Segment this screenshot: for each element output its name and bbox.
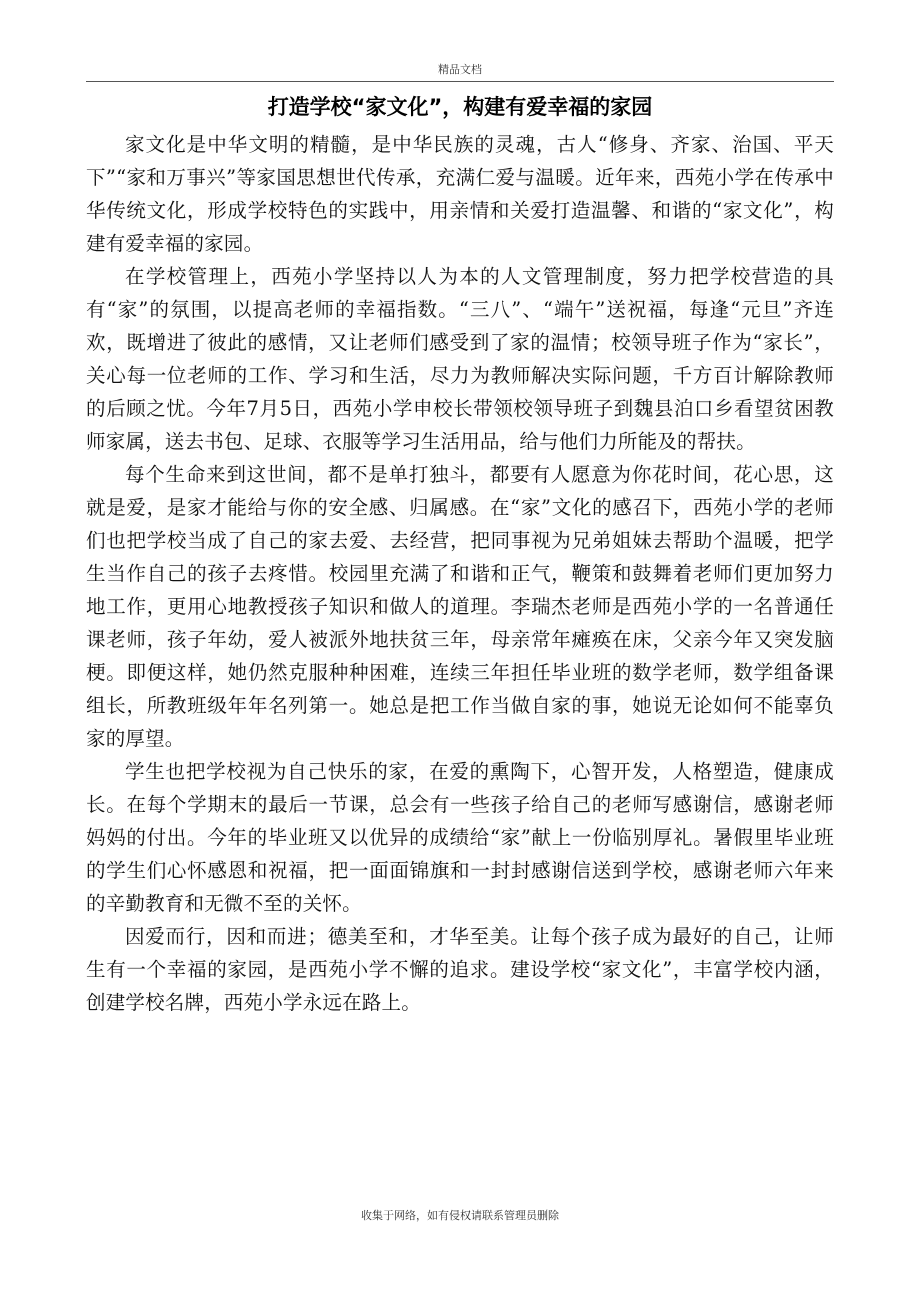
paragraph-4: 学生也把学校视为自己快乐的家，在爱的熏陶下，心智开发，人格塑造，健康成长。在每个学期末的最后一节课，总会有一些孩子给自己的老师写感谢信，感谢老师妈妈的付出。今年的毕业班又以优异的成绩给“家”献上一份临别厚礼。暑假里毕业班的学生们心怀感恩和祝福，把一面面锦旗和一封封感谢信送到学校，感谢老师六年来的辛勤教育和无微不至的关怀。 — [86, 760, 834, 915]
page-footer: 收集于网络，如有侵权请联系管理员删除 — [361, 1209, 559, 1222]
paragraph-2: 在学校管理上，西苑小学坚持以人为本的人文管理制度，努力把学校营造的具有“家”的氛围，以提高老师的幸福指数。“三八”、“端午”送祝福，每逢“元旦”齐连欢，既增进了彼此的感情，又让老师们感受到了家的温情；校领导班子作为“家长”，关心每一位老师的工作、学习和生活，尽力为教师解决实际问题，千方百计解除教师的后顾之忧。今年7月5日，西苑小学申校长带领校领导班子到魏县泊口乡看望贫困教师家属，送去书包、足球、衣服等学习生活用品，给与他们力所能及的帮扶。 — [86, 265, 834, 453]
paragraph-1: 家文化是中华文明的精髓，是中华民族的灵魂，古人“修身、齐家、治国、平天下”“家和万事兴”等家国思想世代传承，充满仁爱与温暖。近年来，西苑小学在传承中华传统文化，形成学校特色的实践中，用亲情和关爱打造温馨、和谐的“家文化”，构建有爱幸福的家园。 — [86, 133, 834, 255]
document-title: 打造学校“家文化”，构建有爱幸福的家园 — [267, 95, 653, 119]
paragraph-3: 每个生命来到这世间，都不是单打独斗，都要有人愿意为你花时间，花心思，这就是爱，是家才能给与你的安全感、归属感。在“家”文化的感召下，西苑小学的老师们也把学校当成了自己的家去爱、去经营，把同事视为兄弟姐妹去帮助个温暖，把学生当作自己的孩子去疼惜。校园里充满了和谐和正气，鞭策和鼓舞着老师们更加努力地工作，更用心地教授孩子知识和做人的道理。李瑞杰老师是西苑小学的一名普通任课老师，孩子年幼，爱人被派外地扶贫三年，母亲常年瘫痪在床，父亲今年又突发脑梗。即便这样，她仍然克服种种困难，连续三年担任毕业班的数学老师，数学组备课组长，所教班级年年名列第一。她总是把工作当做自家的事，她说无论如何不能辜负家的厚望。 — [86, 463, 834, 750]
page-header: 精品文档 — [438, 63, 482, 76]
header-divider — [86, 81, 834, 82]
document-body — [86, 128, 834, 1019]
paragraph-5: 因爱而行，因和而进；德美至和，才华至美。让每个孩子成为最好的自己，让师生有一个幸福的家园，是西苑小学不懈的追求。建设学校“家文化”，丰富学校内涵，创建学校名牌，西苑小学永远在路上。 — [86, 925, 834, 1014]
